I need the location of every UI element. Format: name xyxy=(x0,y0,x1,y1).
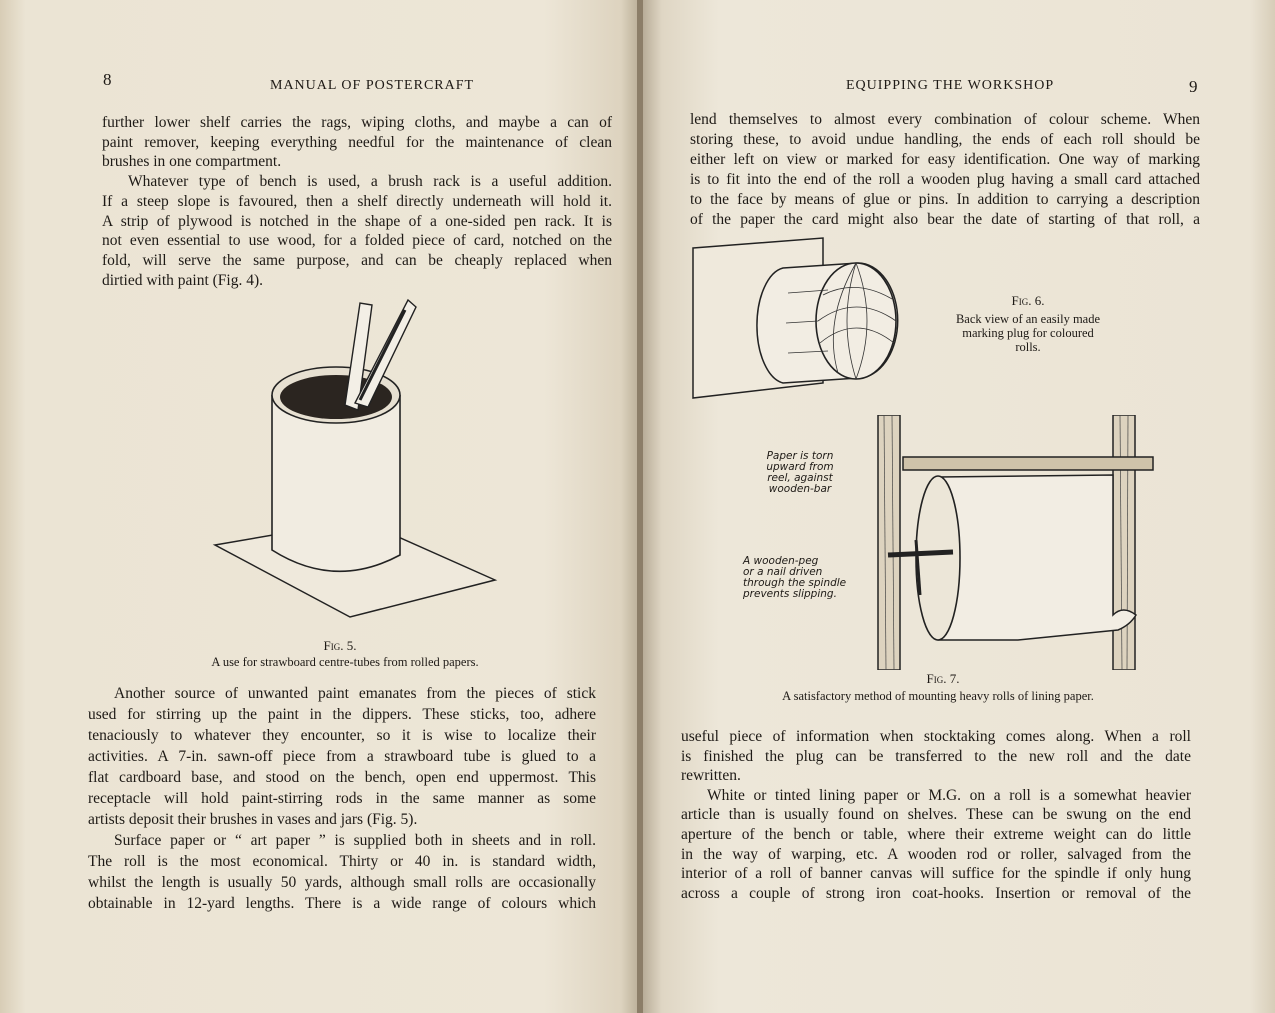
fig5-caption: A use for strawboard centre-tubes from rolled papers. xyxy=(211,655,479,669)
caption-line: Back view of an easily made xyxy=(955,312,1101,326)
caption-line: prevents slipping. xyxy=(743,588,837,600)
fig7-label: Fig. 7. xyxy=(926,671,960,686)
text-line: is to fit into the end of the roll a wooden plug having a small card attached xyxy=(690,171,1200,188)
text-line: obtainable in 12-yard lengths. There is a wide range of colours which xyxy=(88,895,596,912)
fig6-illustration xyxy=(688,233,903,403)
text-line: paint remover, keeping everything needful for the maintenance of clean xyxy=(102,133,612,151)
text-line: either left on view or marked for easy identification. One way of marking xyxy=(690,151,1200,168)
text-line: is finished the plug can be transferred to the new roll and the date xyxy=(681,747,1191,765)
text-line: used for stirring up the paint in the dippers. These sticks, too, adhere xyxy=(88,706,596,723)
text-line: across a couple of strong iron coat-hooks. Insertion or removal of the xyxy=(681,884,1191,902)
page-number: 8 xyxy=(103,70,112,89)
text-line: further lower shelf carries the rags, wiping cloths, and maybe a can of xyxy=(102,114,612,131)
caption-line: reel, against xyxy=(767,472,833,484)
caption-line: Paper is torn xyxy=(766,450,834,462)
text-line: interior of a roll of banner canvas will suffice for the spindle if only hung xyxy=(681,865,1191,883)
text-line: A strip of plywood is notched in the shape of a one-sided pen rack. It is xyxy=(102,212,612,230)
text-line: in the way of warping, etc. A wooden rod or roller, salvaged from the xyxy=(681,845,1191,863)
text-line: article than is usually found on shelves. These can be swung on the end xyxy=(681,806,1191,824)
caption-line: upward from xyxy=(766,461,834,473)
fig7-note-peg xyxy=(743,556,853,600)
page-number: 9 xyxy=(1189,77,1198,96)
fig6-caption xyxy=(928,312,1128,354)
text-line: useful piece of information when stocktaking comes along. When a roll xyxy=(681,728,1191,745)
fig7-note-torn xyxy=(755,451,845,495)
text-line: fold, will serve the same purpose, and can be cheaply replaced when xyxy=(102,251,612,269)
text-line: to the face by means of glue or pins. In addition to carrying a description xyxy=(690,191,1200,208)
text-line: storing these, to avoid undue handling, the ends of each roll should be xyxy=(690,131,1200,148)
fig6-label: Fig. 6. xyxy=(1011,293,1045,308)
text-line: aperture of the bench or table, where their extreme weight can do little xyxy=(681,826,1191,843)
text-line: flat cardboard base, and stood on the bench, open end uppermost. This xyxy=(88,769,596,786)
caption-line: A wooden-peg xyxy=(743,555,819,567)
caption-line: marking plug for coloured xyxy=(962,326,1094,340)
text-line: not even essential to use wood, for a folded piece of card, notched on the xyxy=(102,232,612,250)
text-line: artists deposit their brushes in vases and jars (Fig. 5). xyxy=(88,811,418,828)
text-line: activities. A 7-in. sawn-off piece from a strawboard tube is glued to a xyxy=(88,748,596,765)
text-line: rewritten. xyxy=(681,767,741,785)
caption-line: wooden-bar xyxy=(768,483,832,495)
text-line: White or tinted lining paper or M.G. on a roll is a somewhat heavier xyxy=(707,786,1191,804)
text-line: Whatever type of bench is used, a brush rack is a useful addition. xyxy=(128,173,612,191)
caption-line: or a nail driven xyxy=(743,566,823,578)
fig7-caption: A satisfactory method of mounting heavy rolls of lining paper. xyxy=(782,689,1094,703)
caption-line: rolls. xyxy=(1015,340,1041,354)
fig7-illustration xyxy=(868,415,1163,670)
text-line: If a steep slope is favoured, then a shelf directly underneath will hold it. xyxy=(102,192,612,210)
text-line: dirtied with paint (Fig. 4). xyxy=(102,271,264,289)
fig5-illustration xyxy=(210,295,500,625)
caption-line: through the spindle xyxy=(743,577,847,589)
text-line: whilst the length is usually 50 yards, although small rolls are occasionally xyxy=(88,874,596,891)
right-page xyxy=(643,0,1275,1013)
fig5-label: Fig. 5. xyxy=(323,638,357,653)
text-line: lend themselves to almost every combination of colour scheme. When xyxy=(690,111,1200,128)
text-line: receptacle will hold paint-stirring rods in the same manner as some xyxy=(88,790,596,807)
text-line: Surface paper or “ art paper ” is supplied both in sheets and in roll. xyxy=(114,832,596,849)
text-line: tenaciously to whatever they encounter, so it is wise to localize their xyxy=(88,727,596,744)
text-line: The roll is the most economical. Thirty or 40 in. is standard width, xyxy=(88,853,596,870)
running-head: MANUAL OF POSTERCRAFT xyxy=(270,78,475,93)
running-head: EQUIPPING THE WORKSHOP xyxy=(846,78,1055,93)
text-line: Another source of unwanted paint emanates from the pieces of stick xyxy=(114,685,596,702)
text-line: of the paper the card might also bear the date of starting of that roll, a xyxy=(690,211,1200,228)
text-line: brushes in one compartment. xyxy=(102,153,282,171)
